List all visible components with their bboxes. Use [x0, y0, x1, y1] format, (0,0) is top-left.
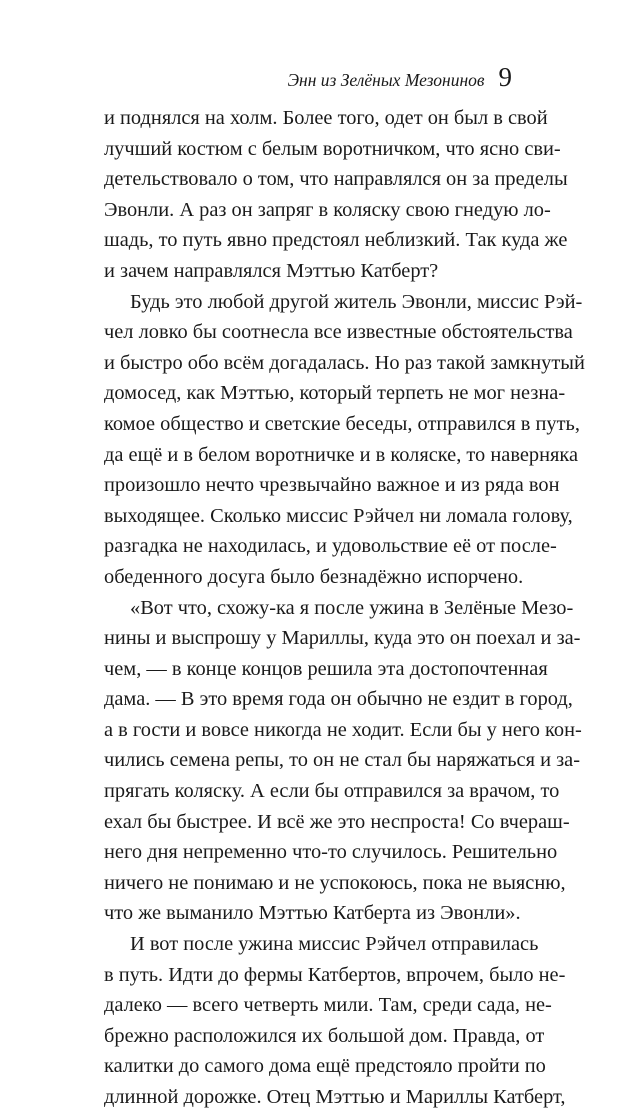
- text-line: шадь, то путь явно предстоял неблизкий. Так куда же: [104, 229, 568, 252]
- text-line: домосед, как Мэттью, который терпеть не мог незна-: [104, 382, 566, 405]
- text-line: далеко — всего четверть мили. Там, среди сада, не-: [104, 994, 552, 1017]
- text-line: в путь. Идти до фермы Катбертов, впрочем, было не-: [104, 963, 566, 986]
- text-line: брежно расположился их большой дом. Правда, от: [104, 1024, 545, 1047]
- paragraph: [104, 593, 582, 930]
- text-line: него дня непременно что-то случилось. Решительно: [104, 841, 558, 864]
- running-title: Энн из Зелёных Мезонинов: [287, 70, 485, 90]
- text-line: нины и выспрошу у Мариллы, куда это он поехал и за-: [104, 627, 581, 650]
- page-number: 9: [498, 62, 512, 92]
- text-line: и зачем направлялся Мэттью Катберт?: [104, 259, 439, 282]
- text-line: и быстро обо всём догадалась. Но раз такой замкнутый: [104, 351, 585, 374]
- text-line: произошло нечто чрезвычайно важное и из ряда вон: [104, 474, 560, 497]
- text-line: лучший костюм с белым воротничком, что ясно сви-: [104, 137, 561, 160]
- text-line: калитки до самого дома ещё предстояло пройти по: [104, 1055, 546, 1078]
- text-line: «Вот что, схожу-ка я после ужина в Зелёные Мезо-: [130, 596, 574, 619]
- paragraph: [104, 929, 566, 1113]
- text-line: выходящее. Сколько миссис Рэйчел ни ломала голову,: [104, 504, 573, 527]
- text-line: прягать коляску. А если бы отправился за врачом, то: [104, 780, 560, 803]
- text-line: да ещё и в белом воротничке и в коляске, то наверняка: [104, 443, 579, 466]
- text-line: обеденного досуга было безнадёжно испорчено.: [104, 565, 524, 588]
- text-line: И вот после ужина миссис Рэйчел отправилась: [130, 933, 539, 956]
- text-line: Эвонли. А раз он запряг в коляску свою гнедую ло-: [104, 198, 551, 221]
- paragraph: [104, 287, 585, 593]
- text-line: ничего не понимаю и не успокоюсь, пока не выясню,: [104, 871, 566, 894]
- text-line: чем, — в конце концов решила эта достопочтенная: [104, 657, 548, 680]
- text-line: и поднялся на холм. Более того, одет он был в свой: [104, 107, 548, 129]
- text-line: чились семена репы, то он не стал бы наряжаться и за-: [104, 749, 580, 772]
- running-head: [288, 62, 512, 93]
- paragraph: [104, 103, 568, 287]
- text-line: детельствовало о том, что направлялся он за пределы: [104, 168, 568, 191]
- text-line: Будь это любой другой житель Эвонли, миссис Рэй-: [130, 290, 583, 313]
- text-line: комое общество и светские беседы, отправился в путь,: [104, 412, 580, 435]
- text-line: длинной дорожке. Отец Мэттью и Мариллы Катберт,: [104, 1086, 566, 1108]
- body-text: [104, 103, 585, 1113]
- text-line: ехал бы быстрее. И всё же это неспроста! Со вчераш-: [104, 810, 570, 833]
- text-line: чел ловко бы соотнесла все известные обстоятельства: [104, 321, 573, 344]
- text-line: дама. — В это время года он обычно не ездит в город,: [104, 688, 573, 711]
- text-line: а в гости и вовсе никогда не ходит. Если бы у него кон-: [104, 718, 582, 741]
- text-line: разгадка не находилась, и удовольствие её от после-: [104, 535, 557, 558]
- text-line: что же выманило Мэттью Катберта из Эвонли».: [104, 902, 521, 925]
